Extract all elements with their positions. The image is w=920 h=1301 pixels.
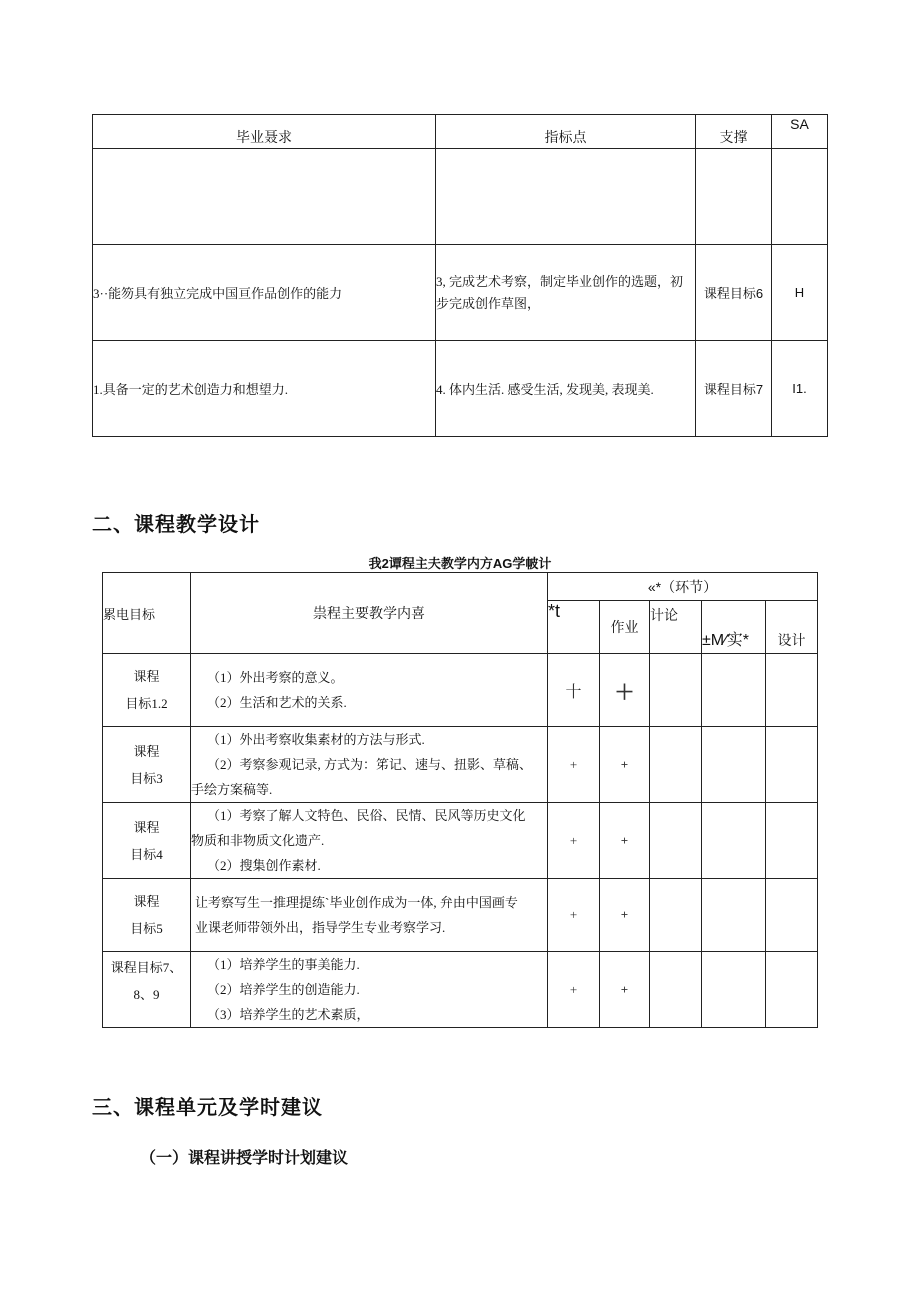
empty-cell (702, 727, 766, 803)
lecture-mark: + (548, 879, 600, 952)
content-cell: （1）外出考察收集素材的方法与形式. （2）考察参观记录, 方式为：笫记、速与、扭影、草稿、 手绘方案稿等. (191, 727, 548, 803)
section-heading-units-hours: 三、课程单元及学时建议 (92, 1097, 323, 1119)
table-row (103, 879, 818, 952)
homework-mark: + (600, 879, 650, 952)
support-cell: 课程目标7 (696, 341, 772, 437)
graduation-requirements-table (92, 114, 828, 437)
lecture-mark: 十 (548, 654, 600, 727)
support-cell: 课程目标6 (696, 245, 772, 341)
table-caption: 我2谭程主夫教学内方AG学帔计 (368, 556, 552, 571)
empty-cell (702, 879, 766, 952)
homework-mark: + (600, 803, 650, 879)
goal-cell: 课程 目标4 (103, 803, 191, 879)
empty-cell (93, 149, 436, 245)
header-design: 设计 (766, 601, 818, 654)
empty-cell (766, 654, 818, 727)
header-goal: 累电目标 (103, 573, 191, 654)
table-row (103, 727, 818, 803)
goal-cell: 课程目标7、 8、9 (103, 952, 191, 1028)
header-requirement: 毕业聂求 (93, 115, 436, 149)
homework-mark: ＋ (600, 654, 650, 727)
lecture-mark: + (548, 803, 600, 879)
goal-cell: 课程 目标1.2 (103, 654, 191, 727)
header-discussion: 计论 (650, 601, 702, 654)
homework-mark: + (600, 727, 650, 803)
header-lecture: *t (548, 601, 600, 654)
subsection-heading: （一）课程讲授学时计划建议 (140, 1150, 349, 1167)
table-row (103, 803, 818, 879)
header-teaching-phases: «*（环节） (548, 573, 818, 601)
empty-cell (772, 149, 828, 245)
table-row (93, 245, 828, 341)
empty-cell (650, 727, 702, 803)
empty-cell (766, 879, 818, 952)
goal-cell: 课程 目标5 (103, 879, 191, 952)
level-cell: H (772, 245, 828, 341)
empty-cell (766, 727, 818, 803)
requirement-cell: 3··能笏具有独立完成中国亘作品创作的能力 (93, 245, 436, 341)
teaching-content-table (102, 572, 818, 1028)
table-row (103, 654, 818, 727)
empty-cell (702, 654, 766, 727)
empty-cell (702, 952, 766, 1028)
lecture-mark: + (548, 727, 600, 803)
empty-cell (696, 149, 772, 245)
lecture-mark: + (548, 952, 600, 1028)
content-cell: （1）外出考察的意义。 （2）生活和艺术的关系. (191, 654, 548, 727)
header-homework: 作业 (600, 601, 650, 654)
empty-cell (766, 952, 818, 1028)
empty-cell (650, 803, 702, 879)
empty-cell (766, 803, 818, 879)
header-sa: SA (772, 115, 828, 149)
header-support: 支撑 (696, 115, 772, 149)
indicator-cell: 3, 完成艺术考察，制定毕业创作的选题，初步完成创作草图， (436, 245, 696, 341)
level-cell: I1. (772, 341, 828, 437)
empty-cell (436, 149, 696, 245)
header-practice: ±M∕实* (702, 601, 766, 654)
goal-cell: 课程 目标3 (103, 727, 191, 803)
content-cell: 让考察写生一推理提练`毕业创作成为一体, 弁由中国画专 业课老师带领外出，指导学生专业考察学习. (191, 879, 548, 952)
content-cell: （1）培养学生的事美能力. （2）培养学生的创造能力. （3）培养学生的艺术素质， (191, 952, 548, 1028)
empty-cell (650, 879, 702, 952)
empty-cell (650, 654, 702, 727)
content-cell: （1）考察了解人文特色、民俗、民情、民风等历史文化 物质和非物质文化遗产. （2）搜集创作素材. (191, 803, 548, 879)
header-content: 祟程主要教学内喜 (191, 573, 548, 654)
requirement-cell: 1.具备一定的艺术创造力和想望力. (93, 341, 436, 437)
empty-cell (702, 803, 766, 879)
table-row (93, 341, 828, 437)
homework-mark: + (600, 952, 650, 1028)
header-indicator: 指标点 (436, 115, 696, 149)
empty-cell (650, 952, 702, 1028)
section-heading-teaching-design: 二、课程教学设计 (92, 514, 260, 536)
table-row (103, 952, 818, 1028)
indicator-cell: 4. 体内生活. 感受生活, 发现美, 表现美. (436, 341, 696, 437)
